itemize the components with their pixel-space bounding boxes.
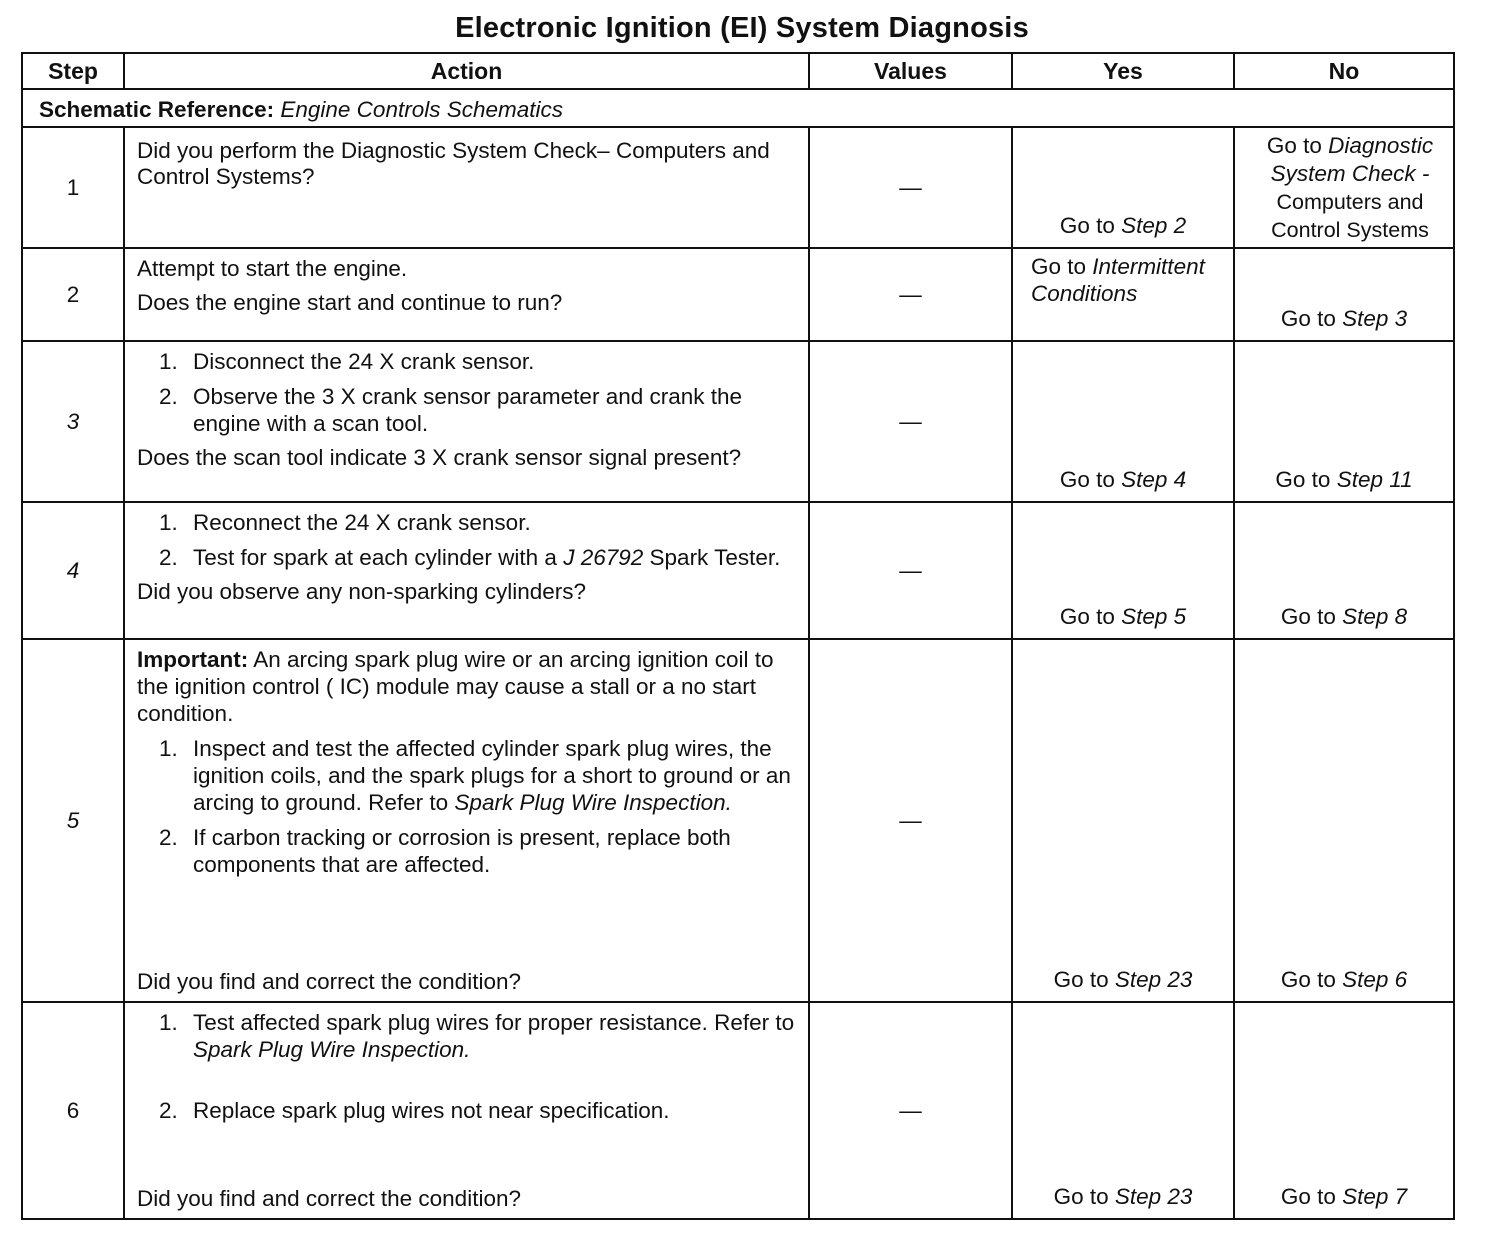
table-row-step-5 [22, 639, 1454, 1002]
table-row-step-3 [22, 341, 1454, 502]
header-yes: Yes [1012, 53, 1234, 89]
table-row-step-6 [22, 1002, 1454, 1219]
yes-goto[interactable]: Go to Intermittent Conditions [1031, 254, 1205, 306]
no-cell [1234, 127, 1454, 248]
step-number: 4 [22, 502, 124, 639]
action-question: Does the engine start and continue to run? [137, 290, 563, 315]
step-number: 3 [22, 341, 124, 502]
yes-cell [1012, 127, 1234, 248]
list-item: 1. Disconnect the 24 X crank sensor. [159, 349, 535, 374]
no-goto[interactable]: Go to Diagnostic System Check - Computers and Control Systems [1266, 133, 1434, 242]
schematic-reference-row [22, 89, 1454, 127]
yes-goto[interactable]: Go to Step 2 [1059, 213, 1187, 238]
yes-cell [1012, 639, 1234, 1002]
action-text: Did you perform the Diagnostic System Check– Computers and Control Systems? [137, 138, 770, 189]
no-cell [1234, 639, 1454, 1002]
action-question: Did you find and correct the condition? [137, 1186, 521, 1211]
action-cell [124, 639, 809, 1002]
diagnosis-table [21, 52, 1455, 1220]
value-cell: — [809, 248, 1012, 341]
header-no: No [1234, 53, 1454, 89]
list-item: 2. If carbon tracking or corrosion is present, replace both components that are affected. [159, 825, 731, 877]
no-cell [1234, 248, 1454, 341]
schematic-reference-link[interactable]: Engine Controls Schematics [280, 97, 564, 122]
no-cell [1234, 341, 1454, 502]
no-goto[interactable]: Go to Step 8 [1280, 604, 1408, 629]
action-text: Attempt to start the engine. [137, 256, 408, 281]
table-row-step-4 [22, 502, 1454, 639]
action-question: Did you observe any non-sparking cylinders? [137, 579, 586, 604]
value-cell: — [809, 341, 1012, 502]
no-goto[interactable]: Go to Step 11 [1275, 467, 1413, 492]
action-cell [124, 248, 809, 341]
action-cell [124, 341, 809, 502]
step-number: 1 [22, 127, 124, 248]
page-title: Electronic Ignition (EI) System Diagnosis [455, 12, 1029, 44]
no-goto[interactable]: Go to Step 7 [1280, 1184, 1408, 1209]
action-cell [124, 1002, 809, 1219]
value-cell: — [809, 127, 1012, 248]
action-question: Did you find and correct the condition? [137, 969, 521, 994]
yes-goto[interactable]: Go to Step 23 [1053, 1184, 1193, 1209]
table-row-step-2 [22, 248, 1454, 341]
important-note: Important: An arcing spark plug wire or an arcing ignition coil to the ignition control ( IC) module may cause a stall or a no start condition. [137, 647, 774, 726]
action-cell [124, 502, 809, 639]
yes-cell [1012, 248, 1234, 341]
list-item: 2. Observe the 3 X crank sensor parameter and crank the engine with a scan tool. [159, 384, 743, 436]
header-step: Step [22, 53, 124, 89]
list-item: 2. Test for spark at each cylinder with a J 26792 Spark Tester. [159, 545, 781, 570]
yes-cell [1012, 341, 1234, 502]
yes-cell [1012, 502, 1234, 639]
no-cell [1234, 502, 1454, 639]
step-number: 2 [22, 248, 124, 341]
step-number: 5 [22, 639, 124, 1002]
step-number: 6 [22, 1002, 124, 1219]
yes-goto[interactable]: Go to Step 4 [1059, 467, 1187, 492]
list-item: 1. Reconnect the 24 X crank sensor. [159, 510, 531, 535]
header-action: Action [124, 53, 809, 89]
list-item: 1. Inspect and test the affected cylinder spark plug wires, the ignition coils, and the spark plugs for a short to ground or an arcing to ground. Refer to Spark Plug Wire Inspection. [159, 736, 791, 815]
list-item: 2. Replace spark plug wires not near specification. [159, 1098, 670, 1123]
no-goto[interactable]: Go to Step 3 [1280, 306, 1408, 331]
action-cell [124, 127, 809, 248]
schematic-reference [22, 89, 1454, 127]
yes-cell [1012, 1002, 1234, 1219]
list-item: 1. Test affected spark plug wires for proper resistance. Refer to Spark Plug Wire Inspection. [159, 1010, 795, 1062]
yes-goto[interactable]: Go to Step 5 [1059, 604, 1187, 629]
value-cell: — [809, 1002, 1012, 1219]
no-goto[interactable]: Go to Step 6 [1280, 967, 1408, 992]
action-question: Does the scan tool indicate 3 X crank sensor signal present? [137, 445, 742, 470]
value-cell: — [809, 639, 1012, 1002]
schematic-reference-label: Schematic Reference: [39, 97, 275, 122]
yes-goto[interactable]: Go to Step 23 [1053, 967, 1193, 992]
header-values: Values [809, 53, 1012, 89]
header-row [22, 53, 1454, 89]
value-cell: — [809, 502, 1012, 639]
table-row-step-1 [22, 127, 1454, 248]
no-cell [1234, 1002, 1454, 1219]
